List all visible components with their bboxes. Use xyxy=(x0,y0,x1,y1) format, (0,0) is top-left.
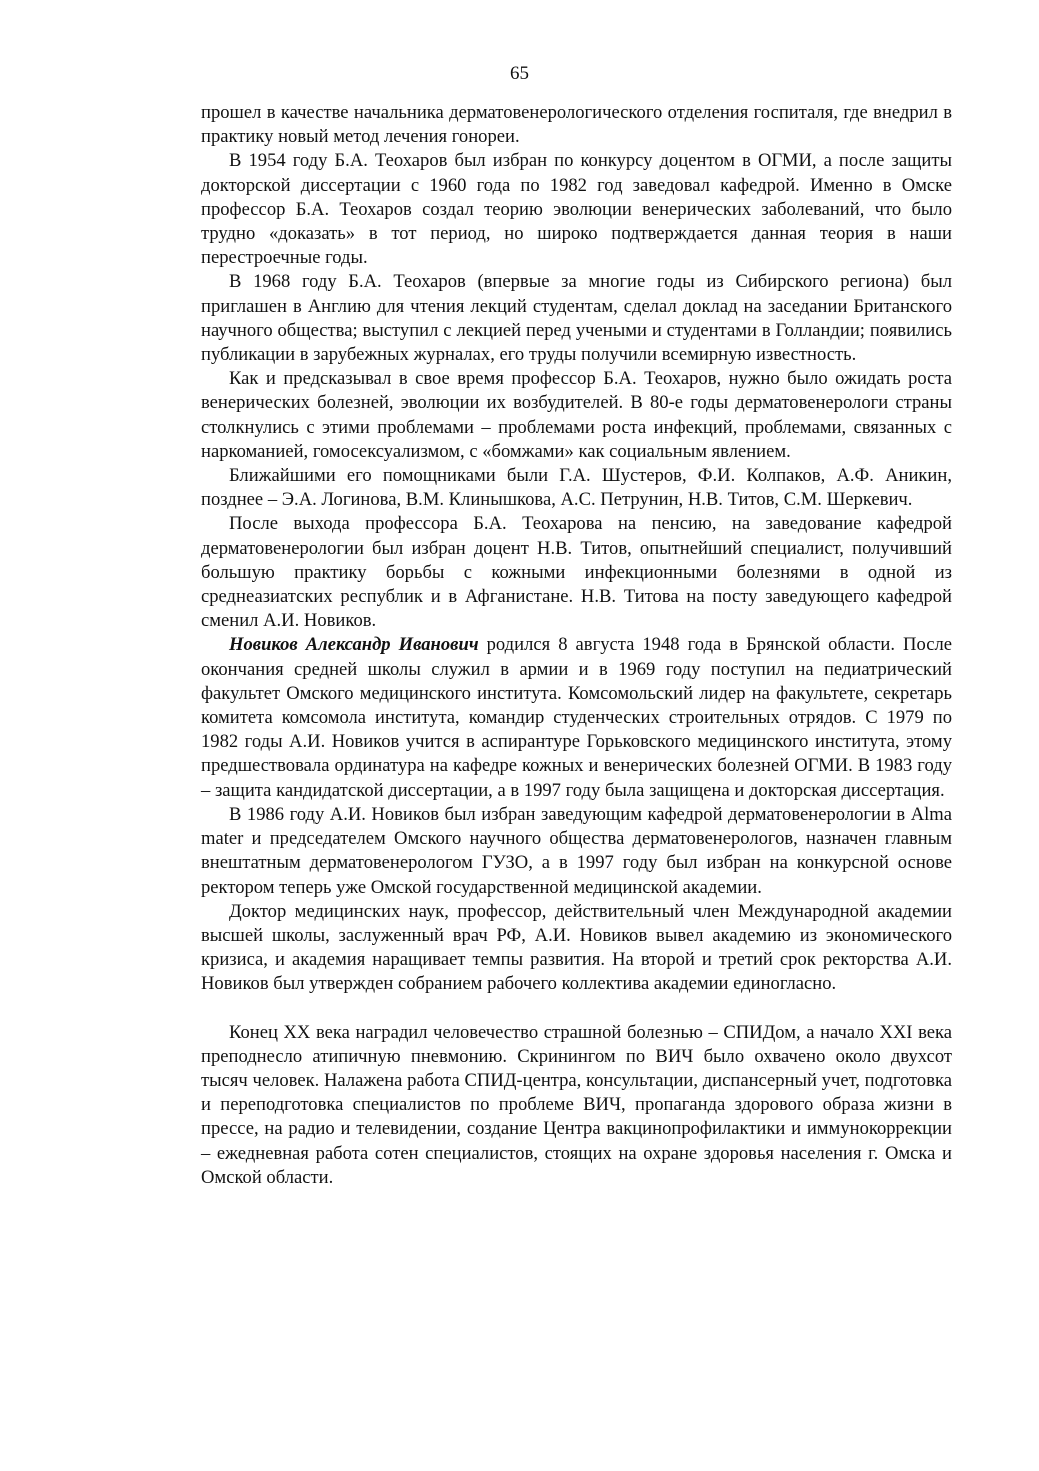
paragraph-titov: После выхода профессора Б.А. Теохарова на пенсию, на заведование кафедрой дерматовенерологии был избран доцент Н.В. Титов, опытнейший специалист, получивший большую практику борьбы с кожными инфекционными болезнями в одной из среднеазиатских республик и в Афганистане. Н.В. Титова на посту заведующего кафедрой сменил А.И. Новиков. xyxy=(201,513,952,632)
paragraph-teokharov-england: В 1968 году Б.А. Теохаров (впервые за многие годы из Сибирского региона) был приглашен в Англию для чтения лекций студентам, сделал доклад на заседании Британского научного общества; выступил с лекцией перед учеными и студентами в Голландии; появились публикации в зарубежных журналах, его труды получили всемирную известность. xyxy=(201,271,952,366)
paragraph-novikov-rector: Доктор медицинских наук, профессор, действительный член Международной академии высшей школы, заслуженный врач РФ, А.И. Новиков вывел академию из экономического кризиса, и академия наращивает темпы развития. На второй и третий срок ректорства А.И. Новиков был утвержден собранием рабочего коллектива академии единогласно. xyxy=(201,900,952,995)
paragraph-venereal-growth: Как и предсказывал в свое время профессор Б.А. Теохаров, нужно было ожидать роста венерических болезней, эволюции их возбудителей. В 80-е годы дерматовенерологи страны столкнулись с этими проблемами – проблемами роста инфекций, проблемами, связанных с наркоманией, гомосексуализмом, с «бомжами» как социальным явлением. xyxy=(201,368,952,462)
paragraph-novikov-bio-text: родился 8 августа 1948 года в Брянской области. После окончания средней школы служил в армии и в 1969 году поступил на педиатрический факультет Омского медицинского института. Комсомольский лидер на факультете, секретарь комитета комсомола института, командир студенческих строительных отрядов. С 1979 по 1982 годы А.И. Новиков учится в аспирантуре Горьковского медицинского института, этому предшествовала ординатура на кафедре кожных и венерических болезней ОГМИ. В 1983 году – защита кандидатской диссертации, а в 1997 году была защищена и докторская диссертация. xyxy=(201,634,952,801)
paragraph-novikov-bio xyxy=(201,633,952,802)
person-name: Новиков Александр Иванович xyxy=(229,634,479,656)
paragraph-aids: Конец XX века наградил человечество страшной болезнью – СПИДом, а начало XXI века преподнесло атипичную пневмонию. Скринингом по ВИЧ было охвачено около двухсот тысяч человек. Налажена работа СПИД-центра, консультации, диспансерный учет, подготовка и переподготовка специалистов по проблеме ВИЧ, пропаганда здорового образа жизни в прессе, на радио и телевидении, создание Центра вакцинопрофилактики и иммунокоррекции – ежедневная работа сотен специалистов, стоящих на охране здоровья населения г. Омска и Омской области. xyxy=(201,1021,952,1188)
paragraph-continuation: прошел в качестве начальника дерматовенерологического отделения госпиталя, где внедрил в практику новый метод лечения гонореи. xyxy=(201,102,952,148)
paragraph-teokharov-docent: В 1954 году Б.А. Теохаров был избран по конкурсу доцентом в ОГМИ, а после защиты докторской диссертации с 1960 года по 1982 год заведовал кафедрой. Именно в Омске профессор Б.А. Теохаров создал теорию эволюции венерических заболеваний, что было трудно «доказать» в тот период, но широко подтверждается данная теория в наши перестроечные годы. xyxy=(201,150,952,269)
paragraph-novikov-head: В 1986 году А.И. Новиков был избран заведующим кафедрой дерматовенерологии в Alma mater и председателем Омского научного общества дерматовенерологов, назначен главным внештатным дерматовенерологом ГУЗО, а в 1997 году был избран на конкурсной основе ректором теперь уже Омской государственной медицинской академии. xyxy=(201,803,952,898)
page-number: 65 xyxy=(510,63,529,84)
paragraph-assistants: Ближайшими его помощниками были Г.А. Шустеров, Ф.И. Колпаков, А.Ф. Аникин, позднее – Э.А. Логинова, В.М. Клинышкова, А.С. Петрунин, Н.В. Титов, С.М. Шеркевич. xyxy=(201,465,952,511)
document-body xyxy=(201,101,952,1190)
